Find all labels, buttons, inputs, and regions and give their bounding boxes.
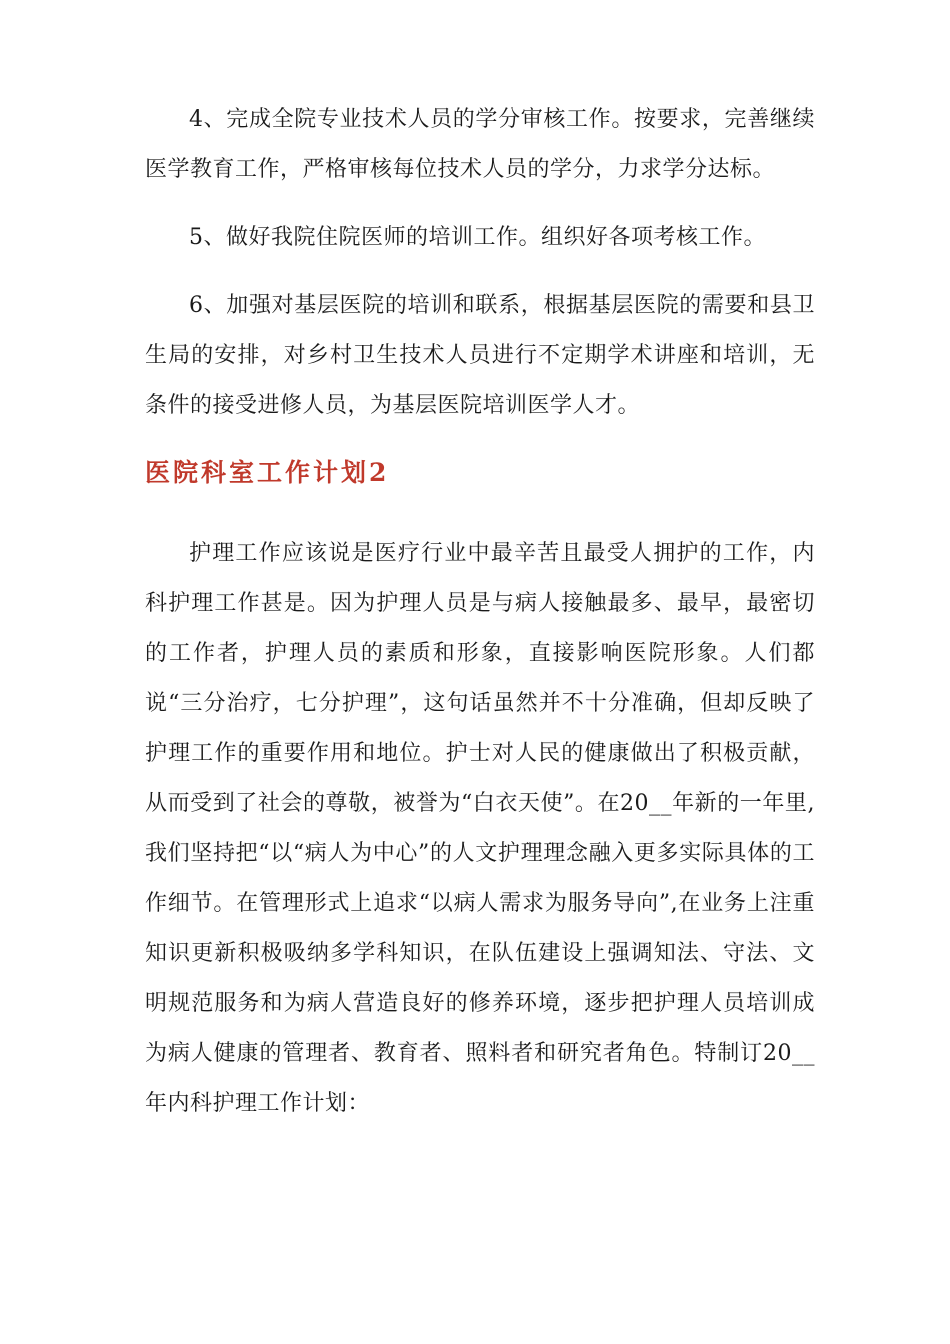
paragraph-item-4: 4、完成全院专业技术人员的学分审核工作。按要求，完善继续医学教育工作，严格审核每位技术人员的学分，力求学分达标。 bbox=[145, 107, 815, 182]
document-body bbox=[145, 95, 815, 1129]
paragraph-item-6: 6、加强对基层医院的培训和联系，根据基层医院的需要和县卫生局的安排，对乡村卫生技术人员进行不定期学术讲座和培训，无条件的接受进修人员，为基层医院培训医学人才。 bbox=[145, 293, 815, 418]
paragraph-nursing-intro: 护理工作应该说是医疗行业中最辛苦且最受人拥护的工作，内科护理工作甚是。因为护理人员是与病人接触最多、最早，最密切的工作者，护理人员的素质和形象，直接影响医院形象。人们都说“三分治疗，七分护理”，这句话虽然并不十分准确，但却反映了护理工作的重要作用和地位。护士对人民的健康做出了积极贡献，从而受到了社会的尊敬，被誉为“白衣天使”。在20__年新的一年里,我们坚持把“以“病人为中心”的人文护理理念融入更多实际具体的工作细节。在管理形式上追求“以病人需求为服务导向”,在业务上注重知识更新积极吸纳多学科知识，在队伍建设上强调知法、守法、文明规范服务和为病人营造良好的修养环境，逐步把护理人员培训成为病人健康的管理者、教育者、照料者和研究者角色。特制订20__年内科护理工作计划： bbox=[145, 541, 815, 1116]
section-heading: 医院科室工作计划2 bbox=[145, 458, 390, 487]
paragraph-item-5: 5、做好我院住院医师的培训工作。组织好各项考核工作。 bbox=[189, 225, 766, 250]
